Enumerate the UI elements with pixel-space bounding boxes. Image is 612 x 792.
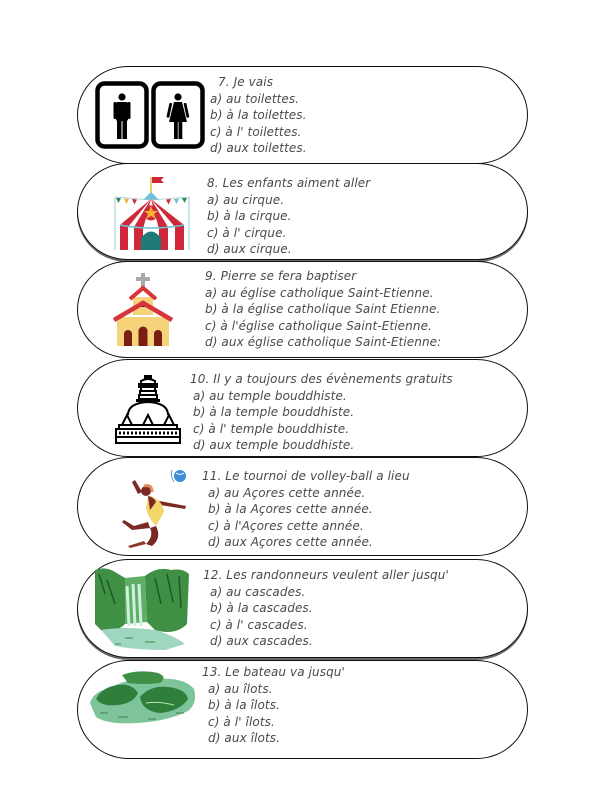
answer-option-b[interactable]: b) à la temple bouddhiste.	[193, 405, 355, 419]
question-stem: 9. Pierre se fera baptiser	[205, 269, 357, 283]
question-stem: 12. Les randonneurs veulent aller jusqu'	[203, 568, 449, 582]
answer-option-b[interactable]: b) à la église catholique Saint Etienne.	[205, 302, 441, 316]
answer-option-c[interactable]: c) à l'Açores cette année.	[208, 518, 364, 533]
answer-option-d[interactable]: d) aux îlots.	[208, 731, 281, 745]
question-11-text	[202, 468, 410, 551]
answer-option-d[interactable]: d) aux Açores cette année.	[208, 535, 373, 549]
answer-option-a[interactable]: a) au îlots.	[208, 681, 273, 696]
answer-option-b[interactable]: b) à la toilettes.	[210, 108, 307, 122]
question-stem: 13. Le bateau va jusqu'	[202, 665, 345, 679]
answer-option-c[interactable]: c) à l' cirque.	[207, 225, 287, 240]
question-stem: 11. Le tournoi de volley-ball a lieu	[202, 469, 410, 483]
question-12-text	[203, 567, 449, 650]
answer-option-c[interactable]: c) à l' îlots.	[208, 714, 275, 729]
answer-option-b[interactable]: b) à la îlots.	[208, 698, 280, 712]
answer-option-a[interactable]: a) au toilettes.	[210, 91, 300, 106]
answer-option-c[interactable]: c) à l' toilettes.	[210, 124, 302, 139]
answer-option-d[interactable]: d) aux cascades.	[210, 634, 313, 648]
answer-option-d[interactable]: d) aux temple bouddhiste.	[193, 438, 355, 452]
question-8-text	[207, 175, 370, 258]
answer-option-c[interactable]: c) à l' temple bouddhiste.	[193, 421, 350, 436]
answer-option-b[interactable]: b) à la cirque.	[207, 209, 292, 223]
answer-option-c[interactable]: c) à l'église catholique Saint-Etienne.	[205, 318, 432, 333]
islands-icon	[88, 667, 198, 727]
answer-option-d[interactable]: d) aux toilettes.	[210, 141, 307, 155]
answer-option-b[interactable]: b) à la cascades.	[210, 601, 313, 615]
waterfall-icon	[95, 564, 189, 652]
church-icon	[112, 272, 174, 347]
answer-option-a[interactable]: a) au Açores cette année.	[208, 485, 366, 500]
answer-option-a[interactable]: a) au cascades.	[210, 584, 306, 599]
question-stem: 10. Il y a toujours des évènements gratuits	[190, 372, 453, 386]
answer-option-a[interactable]: a) au église catholique Saint-Etienne.	[205, 285, 434, 300]
restroom-icon	[95, 81, 205, 149]
buddhist-temple-icon	[114, 375, 182, 445]
question-9-text	[205, 268, 441, 351]
question-13-text	[202, 664, 345, 747]
answer-option-a[interactable]: a) au cirque.	[207, 192, 285, 207]
answer-option-b[interactable]: b) à la Açores cette année.	[208, 502, 373, 516]
circus-tent-icon	[112, 175, 192, 251]
question-7-text	[210, 74, 307, 157]
answer-option-d[interactable]: d) aux église catholique Saint-Etienne:	[205, 335, 442, 349]
answer-option-d[interactable]: d) aux cirque.	[207, 242, 292, 256]
volleyball-player-icon	[110, 464, 192, 550]
question-stem: 8. Les enfants aiment aller	[207, 176, 371, 190]
question-stem: 7. Je vais	[218, 75, 274, 89]
question-10-text	[190, 371, 453, 454]
answer-option-c[interactable]: c) à l' cascades.	[210, 617, 308, 632]
answer-option-a[interactable]: a) au temple bouddhiste.	[193, 388, 347, 403]
